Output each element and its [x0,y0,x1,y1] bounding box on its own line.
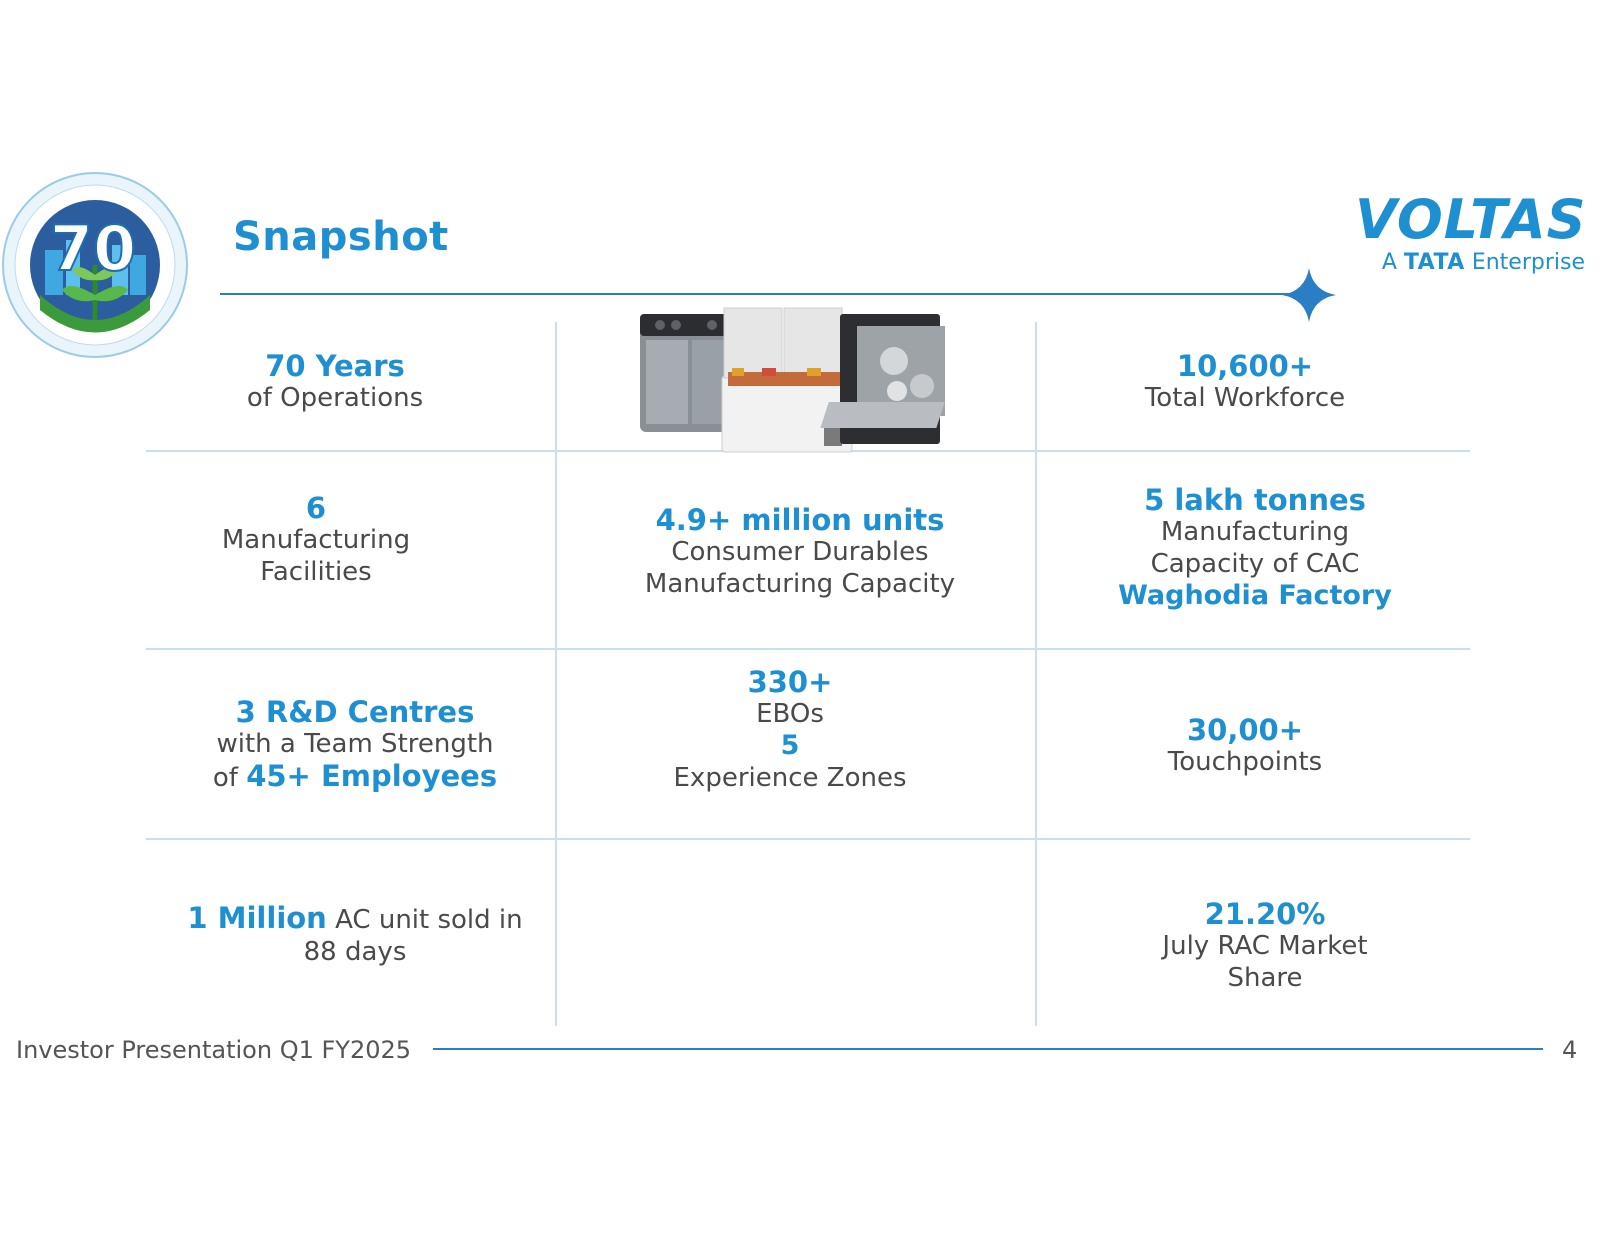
stat-highlight: 330+ [747,665,833,699]
grid-column-divider [1035,322,1037,1026]
stat-highlight: 70 Years [265,349,405,383]
stat-label: EBOs [756,699,824,729]
page-number: 4 [1562,1036,1578,1064]
stat-highlight-factory: Waghodia Factory [1118,580,1392,611]
logo-tagline [1355,250,1585,276]
voltas-logo [1355,190,1585,276]
stat-label: Manufacturing [221,525,411,555]
stat-label: of Operations [246,383,424,413]
stat-rnd-centres [190,696,520,794]
grid-row-divider [146,838,1470,840]
stat-label: with a Team Strength [216,729,494,759]
stat-highlight-zones: 5 [780,730,800,761]
stat-label: Manufacturing [1160,517,1350,547]
grid-row-divider [146,648,1470,650]
stat-highlight: 4.9+ million units [655,503,945,537]
grid-column-divider [555,322,557,1026]
stat-touchpoints [1100,714,1390,778]
stat-highlight: 10,600+ [1176,349,1314,383]
stat-manufacturing-facilities [186,492,446,588]
stat-label: Manufacturing Capacity [644,569,956,599]
anniversary-70-badge [0,170,190,360]
stat-ebos-experience-zones [640,666,940,794]
stat-manufacturing-capacity-units [610,504,990,600]
stat-highlight: 5 lakh tonnes [1144,483,1366,517]
stat-highlight: 1 Million [187,901,327,935]
stat-label: July RAC Market [1162,931,1368,961]
consumer-durables-products-image [632,306,982,456]
stat-label: Capacity of CAC [1150,549,1360,579]
stat-label: AC unit sold in [335,905,523,935]
stat-label: Facilities [260,557,372,587]
stat-highlight: 21.20% [1204,897,1326,931]
logo-tagline-brand: TATA [1403,250,1465,275]
stat-label: of [212,763,238,793]
stat-highlight-employees: 45+ Employees [246,759,498,793]
stat-label: Touchpoints [1167,747,1323,777]
stat-label: 88 days [303,937,407,967]
footer-presentation-title: Investor Presentation Q1 FY2025 [16,1036,412,1064]
stat-cac-capacity [1090,484,1420,612]
stat-label: Experience Zones [673,763,907,793]
stat-ac-units-sold [175,902,535,968]
stat-highlight: 3 R&D Centres [235,695,475,729]
page-title: Snapshot [233,214,449,260]
stat-label: Share [1227,963,1303,993]
stat-highlight: 6 [305,491,327,525]
logo-wordmark: VOLTAS [1355,188,1587,251]
title-divider [220,293,1310,295]
sparkle-star-icon [1282,268,1336,322]
logo-tagline-suffix: Enterprise [1471,250,1585,275]
footer-divider [433,1048,1543,1050]
badge-number: 70 [49,212,137,285]
stat-highlight: 30,00+ [1186,713,1304,747]
stat-total-workforce [1110,350,1380,414]
stat-label: Consumer Durables [671,537,929,567]
logo-tagline-prefix: A [1381,250,1397,275]
stat-rac-market-share [1110,898,1420,994]
stat-years-operations [200,350,470,414]
stat-label: Total Workforce [1144,383,1346,413]
